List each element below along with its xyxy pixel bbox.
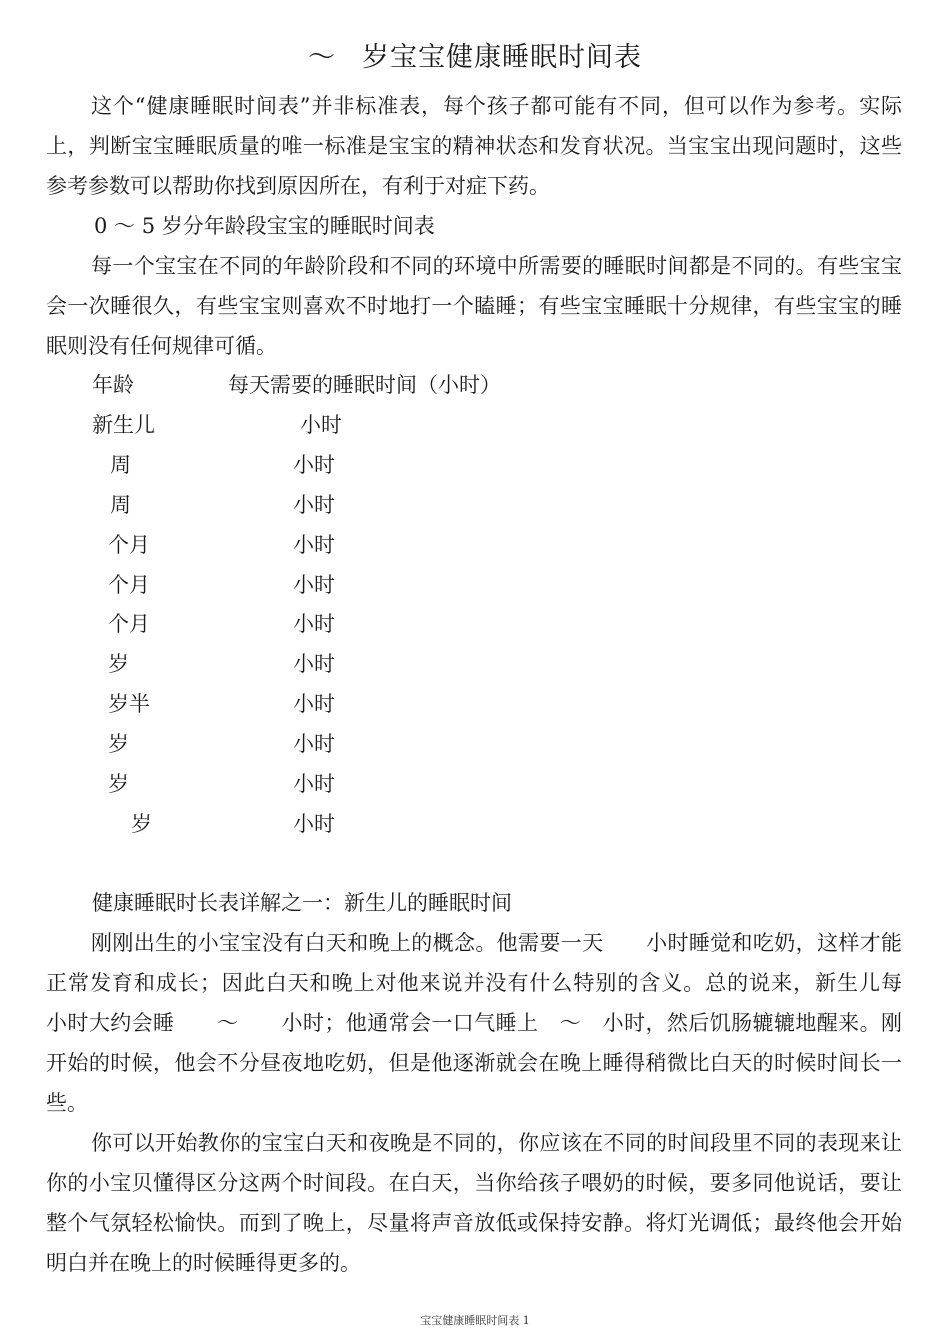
- row-age: 岁半: [108, 692, 150, 716]
- row-hours: 小时: [293, 652, 335, 676]
- row-age: 岁: [108, 772, 129, 796]
- section2-paragraph-1: 刚刚出生的小宝宝没有白天和晚上的概念。他需要一天 小时睡觉和吃奶，这样才能正常发育和成长；因此白天和晚上对他来说并没有什么特别的含义。总的说来，新生儿每 小时大约会睡 ～ 小时；他通常会一口气睡上 ～ 小时，然后饥肠辘辘地醒来。刚开始的时候，他会不分昼夜地吃奶，但是他逐渐就会在晚上睡得稍微比白天的时候时间长一些。: [46, 931, 944, 1115]
- row-hours: 小时: [293, 573, 335, 597]
- table-row: [0, 405, 600, 445]
- table-header-row: [0, 365, 600, 405]
- row-hours: 小时: [293, 692, 335, 716]
- row-age: 个月: [108, 573, 150, 597]
- table-row: [0, 525, 600, 565]
- table-header-hours: 每天需要的睡眠时间（小时）: [228, 373, 501, 397]
- table-row: [0, 764, 600, 804]
- section1-paragraph: 每一个宝宝在不同的年龄阶段和不同的环境中所需要的睡眠时间都是不同的。有些宝宝会一次睡很久，有些宝宝则喜欢不时地打一个瞌睡；有些宝宝睡眠十分规律，有些宝宝的睡眠则没有任何规律可循。: [46, 254, 902, 358]
- section1-heading: 0 ～ 5 岁分年龄段宝宝的睡眠时间表: [94, 214, 435, 238]
- title-tilde: ～: [308, 42, 336, 73]
- row-hours: 小时: [293, 533, 335, 557]
- row-hours: 小时: [293, 772, 335, 796]
- row-hours: 小时: [300, 413, 342, 437]
- table-row: [0, 565, 600, 605]
- row-hours: 小时: [293, 812, 335, 836]
- row-age: 岁: [131, 812, 152, 836]
- row-age: 岁: [108, 652, 129, 676]
- table-row: [0, 724, 600, 764]
- table-row: [0, 684, 600, 724]
- table-row: [0, 445, 600, 485]
- table-row: [0, 604, 600, 644]
- page-footer: 宝宝健康睡眠时间表 1: [420, 1314, 530, 1327]
- row-hours: 小时: [293, 453, 335, 477]
- title-text: 岁宝宝健康睡眠时间表: [362, 42, 642, 73]
- row-age: 岁: [108, 732, 129, 756]
- table-header-age: 年龄: [92, 373, 134, 397]
- intro-paragraph: 这个“健康睡眠时间表”并非标准表，每个孩子都可能有不同，但可以作为参考。实际上，判断宝宝睡眠质量的唯一标准是宝宝的精神状态和发育状况。当宝宝出现问题时，这些参考参数可以帮助你找到原因所在，有利于对症下药。: [46, 94, 902, 198]
- row-age: 新生儿: [92, 413, 155, 437]
- row-age: 个月: [108, 612, 150, 636]
- row-age: 周: [110, 493, 131, 517]
- page-title: [0, 38, 950, 78]
- table-row: [0, 804, 600, 844]
- section2-heading: 健康睡眠时长表详解之一：新生儿的睡眠时间: [92, 891, 512, 915]
- row-hours: 小时: [293, 732, 335, 756]
- section2-paragraph-2: 你可以开始教你的宝宝白天和夜晚是不同的，你应该在不同的时间段里不同的表现来让你的小宝贝懂得区分这两个时间段。在白天，当你给孩子喂奶的时候，要多同他说话，要让整个气氛轻松愉快。而到了晚上，尽量将声音放低或保持安静。将灯光调低；最终他会开始明白并在晚上的时候睡得更多的。: [46, 1131, 902, 1275]
- row-age: 周: [110, 453, 131, 477]
- table-row: [0, 644, 600, 684]
- row-hours: 小时: [293, 612, 335, 636]
- row-age: 个月: [108, 533, 150, 557]
- table-row: [0, 485, 600, 525]
- row-hours: 小时: [293, 493, 335, 517]
